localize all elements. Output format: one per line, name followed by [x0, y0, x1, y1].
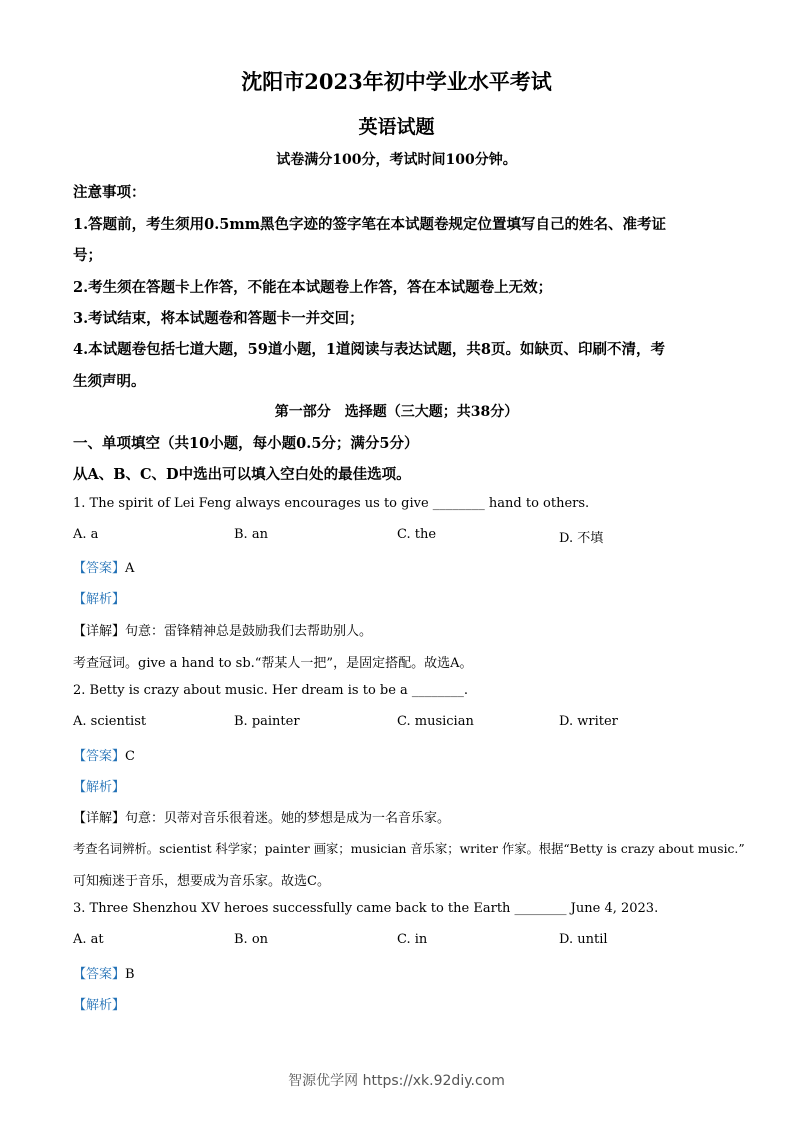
explain-line: 考查名词辨析。scientist 科学家；painter 画家；musician 音乐家；writer 作家。根据“Betty is crazy about music.” — [73, 842, 745, 856]
notice-item: 2.考生须在答题卡上作答，不能在本试题卷上作答，答在本试题卷上无效； — [73, 279, 553, 296]
option-a: A. a — [73, 527, 99, 542]
answer-line — [73, 745, 135, 764]
option-c: C. in — [397, 932, 428, 947]
answer-value: C — [125, 749, 135, 764]
answer-tag: 【答案】 — [73, 561, 126, 576]
answer-line — [73, 557, 134, 576]
answer-value: A — [125, 561, 135, 576]
explain-line: 可知痴迷于音乐，想要成为音乐家。故选C。 — [73, 874, 330, 889]
section-instruction: 从A、B、C、D中选出可以填入空白处的最佳选项。 — [73, 466, 411, 483]
option-b: B. an — [234, 527, 268, 542]
answer-tag: 【答案】 — [73, 749, 126, 764]
part-heading: 第一部分 选择题（三大题；共38分） — [274, 404, 519, 420]
footer-watermark: 智源优学网 https://xk.92diy.com — [288, 1073, 505, 1089]
answer-value: B — [125, 967, 135, 982]
exam-title: 沈阳市2023年初中学业水平考试 — [241, 69, 552, 94]
option-c: C. the — [397, 527, 437, 542]
option-a: A. at — [73, 932, 104, 947]
notice-item: 生须声明。 — [73, 373, 146, 390]
option-b: B. painter — [234, 714, 300, 729]
section-heading: 一、单项填空（共10小题，每小题0.5分；满分5分） — [73, 435, 419, 452]
explain-line: 考查冠词。give a hand to sb.“帮某人一把”，是固定搭配。故选A。 — [73, 656, 473, 671]
option-b: B. on — [234, 932, 269, 947]
option-d: D. until — [559, 932, 608, 947]
exam-subtitle: 英语试题 — [358, 116, 435, 138]
option-a: A. scientist — [73, 714, 147, 729]
option-c: C. musician — [397, 714, 474, 729]
notice-heading: 注意事项： — [73, 184, 146, 201]
answer-tag: 【答案】 — [73, 967, 126, 982]
detail-tag: 【详解】 — [73, 811, 126, 826]
analysis-tag: 【解析】 — [73, 998, 126, 1013]
detail-tag: 【详解】 — [73, 624, 126, 639]
notice-item: 号； — [73, 247, 102, 264]
analysis-tag: 【解析】 — [73, 780, 126, 795]
detail-line — [73, 807, 450, 826]
option-d: D. 不填 — [559, 531, 604, 546]
notice-item: 4.本试题卷包括七道大题，59道小题，1道阅读与表达试题，共8页。如缺页、印刷不清，考 — [73, 341, 665, 358]
notice-item: 3.考试结束，将本试题卷和答题卡一并交回； — [73, 310, 364, 327]
notice-item: 1.答题前，考生须用0.5mm黑色字迹的签字笔在本试题卷规定位置填写自己的姓名、准考证 — [73, 216, 667, 233]
detail-text: 句意：雷锋精神总是鼓励我们去帮助别人。 — [125, 624, 373, 639]
question-stem: 1. The spirit of Lei Feng always encourages us to give ________ hand to others. — [73, 496, 590, 511]
answer-line — [73, 963, 135, 982]
option-d: D. writer — [559, 714, 618, 729]
detail-text: 句意：贝蒂对音乐很着迷。她的梦想是成为一名音乐家。 — [125, 811, 451, 826]
question-stem: 2. Betty is crazy about music. Her dream is to be a ________. — [73, 683, 469, 698]
detail-line — [73, 620, 372, 639]
analysis-tag: 【解析】 — [73, 592, 126, 607]
question-stem: 3. Three Shenzhou XV heroes successfully came back to the Earth ________ June 4, 2023. — [73, 901, 659, 916]
exam-meta: 试卷满分100分，考试时间100分钟。 — [276, 152, 517, 168]
